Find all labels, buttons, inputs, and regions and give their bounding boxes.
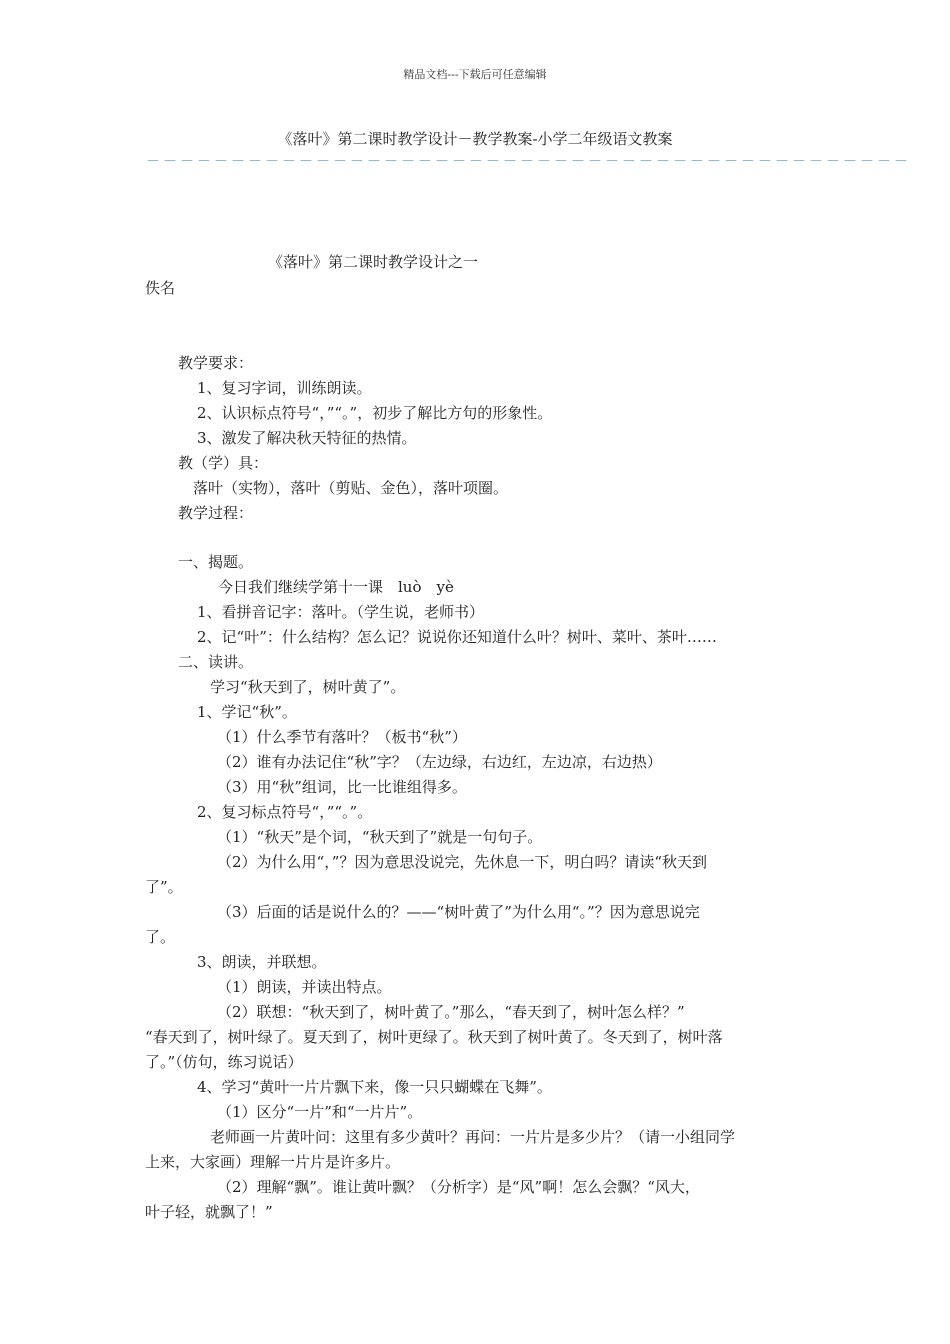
- sub-step-item: （2）理解“飘”。谁让黄叶飘？（分析字）是“风”啊！怎么会飘？“风大，: [217, 1178, 700, 1196]
- page-header-note: 精品文档---下载后可任意编辑: [403, 68, 547, 81]
- step-item: 4、学习“黄叶一片片飘下来，像一只只蝴蝶在飞舞”。: [197, 1078, 552, 1096]
- materials-text: 落叶（实物），落叶（剪贴、金色），落叶项圈。: [193, 479, 509, 497]
- goal-item: 1、复习字词，训练朗读。: [197, 379, 372, 397]
- sub-step-item: （2）联想：“秋天到了，树叶黄了。”那么，“春天到了，树叶怎么样？”: [217, 1003, 685, 1021]
- document-title: 《落叶》第二课时教学设计－教学教案-小学二年级语文教案: [277, 130, 673, 148]
- heading-materials: 教（学）具：: [178, 454, 269, 472]
- body-line: 老师画一片黄叶问：这里有多少黄叶？再问：一片片是多少片？（请一小组同学: [210, 1128, 736, 1146]
- sub-step-item: （1）区分“一片”和“一片片”。: [217, 1103, 423, 1121]
- step-item: 2、复习标点符号“，”“。”。: [197, 803, 373, 821]
- sub-step-item: （2）谁有办法记住“秋”字？（左边绿，右边红，左边凉，右边热）: [217, 753, 662, 771]
- sub-step-item: （1）什么季节有落叶？（板书“秋”）: [217, 728, 467, 746]
- section-heading: 一、揭题。: [178, 553, 254, 571]
- body-line: 上来，大家画）理解一片片是许多片。: [145, 1153, 401, 1171]
- body-line: 学习“秋天到了，树叶黄了”。: [210, 678, 406, 696]
- goal-item: 2、认识标点符号“，”“。”，初步了解比方句的形象性。: [197, 404, 553, 422]
- section-subtitle: 《落叶》第二课时教学设计之一: [268, 253, 479, 271]
- body-line: 了。: [145, 928, 176, 946]
- section-heading: 二、读讲。: [178, 653, 254, 671]
- body-line: 了”。: [145, 878, 183, 896]
- body-line: 了。”（仿句，练习说话）: [145, 1053, 303, 1071]
- body-line: 今日我们继续学第十一课 luò yè: [218, 578, 454, 596]
- title-divider: －－－－－－－－－－－－－－－－－－－－－－－－－－－－－－－－－－－－－－－－－－－－－: [146, 154, 911, 170]
- sub-step-item: （1）“秋天”是个词，“秋天到了”就是一句句子。: [217, 828, 543, 846]
- step-item: 3、朗读，并联想。: [197, 953, 327, 971]
- heading-teaching-goals: 教学要求：: [178, 354, 254, 372]
- sub-step-item: （3）用“秋”组词，比一比谁组得多。: [217, 778, 467, 796]
- sub-step-item: （3）后面的话是说什么的？——“树叶黄了”为什么用“。”？因为意思说完: [217, 903, 700, 921]
- step-item: 2、记“叶”：什么结构？怎么记？说说你还知道什么叶？树叶、菜叶、茶叶……: [197, 628, 717, 646]
- step-item: 1、学记“秋”。: [197, 703, 297, 721]
- author-name: 佚名: [145, 279, 176, 297]
- body-line: 叶子轻，就飘了！”: [145, 1203, 273, 1221]
- body-line: “春天到了，树叶绿了。夏天到了，树叶更绿了。秋天到了树叶黄了。冬天到了，树叶落: [145, 1028, 723, 1046]
- step-item: 1、看拼音记字：落叶。（学生说，老师书）: [197, 603, 485, 621]
- goal-item: 3、激发了解决秋天特征的热情。: [197, 429, 417, 447]
- sub-step-item: （1）朗读，并读出特点。: [217, 978, 392, 996]
- sub-step-item: （2）为什么用“，”？因为意思没说完，先休息一下，明白吗？请读“秋天到: [217, 853, 708, 871]
- heading-process: 教学过程：: [178, 504, 254, 522]
